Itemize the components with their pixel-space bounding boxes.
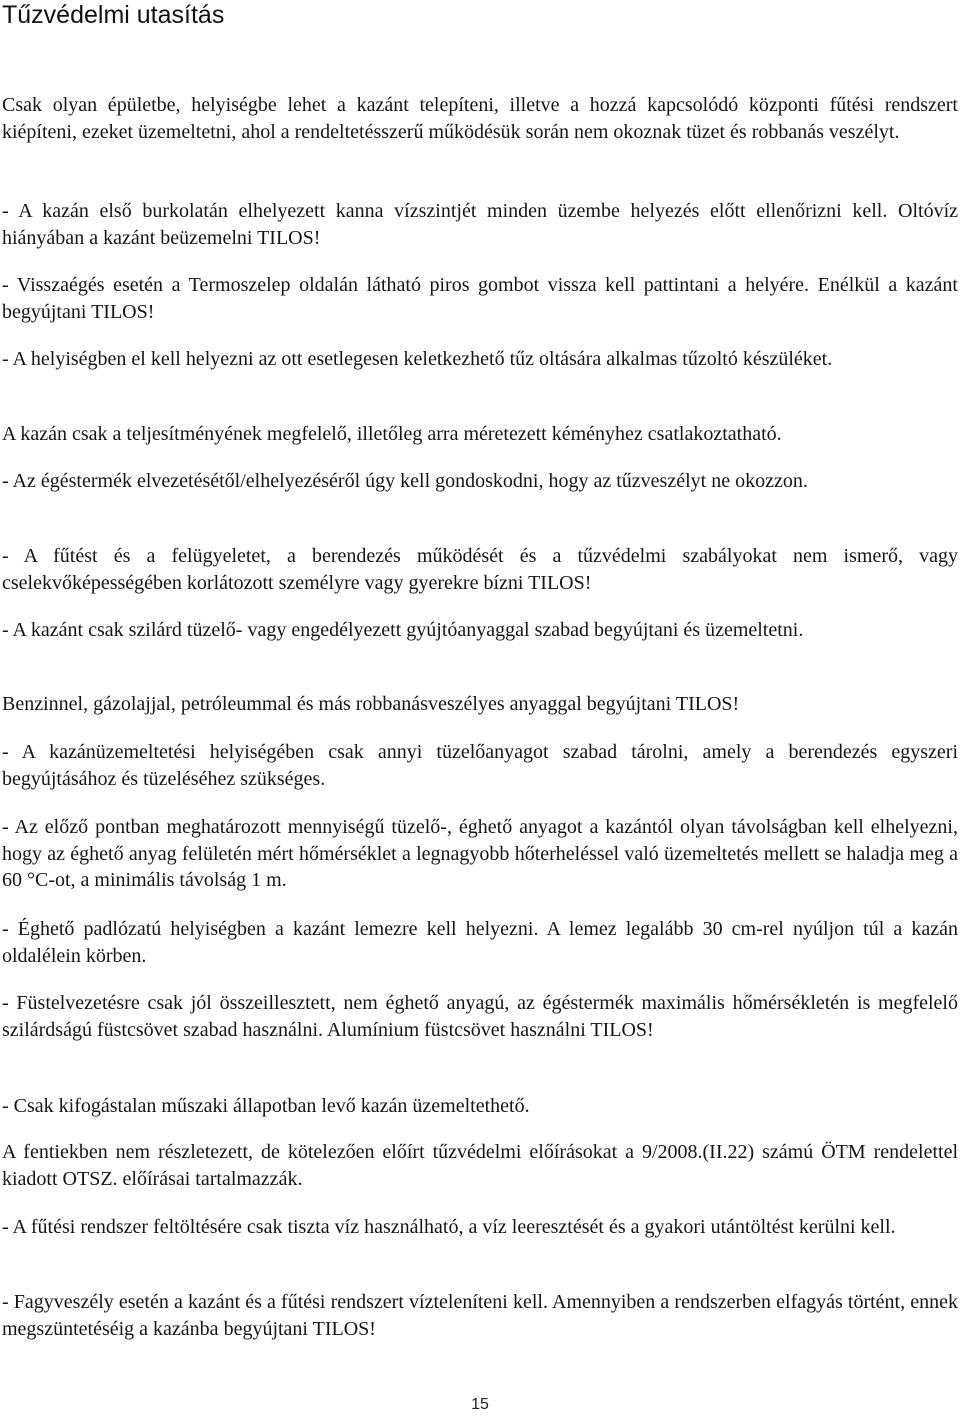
paragraph-flue-pipe: - Füstelvezetésre csak jól összeillesztett, nem éghető anyagú, az égéstermék maximális hőmérsékletén is megfelelő szilárdságú füstcsövet szabad használni. Alumínium füstcsövet használni TILOS! bbox=[2, 992, 958, 1041]
paragraph-regulations-reference: A fentiekben nem részletezett, de kötelezően előírt tűzvédelmi előírásokat a 9/2008.(II.22) számú ÖTM rendelettel kiadott OTSZ. előírásai tartalmazzák. bbox=[2, 1141, 958, 1190]
page-number: 15 bbox=[471, 1396, 489, 1413]
paragraph-flammable-floor: - Éghető padlózatú helyiségben a kazánt lemezre kell helyezni. A lemez legalább 30 cm-rel nyúljon túl a kazán oldalélein körben. bbox=[2, 918, 958, 967]
paragraph-supervision: - A fűtést és a felügyeletet, a berendezés működését és a tűzvédelmi szabályokat nem ismerő, vagy cselekvőképességében korlátozott személyre vagy gyerekre bízni TILOS! bbox=[2, 545, 958, 594]
paragraph-technical-condition: - Csak kifogástalan műszaki állapotban levő kazán üzemeltethető. bbox=[2, 1095, 530, 1117]
paragraph-fire-extinguisher: - A helyiségben el kell helyezni az ott esetlegesen keletkezhető tűz oltására alkalmas tűzoltó készüléket. bbox=[2, 348, 833, 370]
paragraph-frost-danger: - Fagyveszély esetén a kazánt és a fűtési rendszert vízteleníteni kell. Amennyiben a rendszerben elfagyás történt, ennek megszüntetéséig a kazánba begyújtani TILOS! bbox=[2, 1291, 958, 1340]
page-title: Tűzvédelmi utasítás bbox=[2, 1, 225, 29]
paragraph-fuel-distance: - Az előző pontban meghatározott mennyiségű tüzelő-, éghető anyagot a kazántól olyan távolságban kell elhelyezni, hogy az éghető anyag felületén mért hőmérséklet a legnagyobb hőterheléssel való üzemeltetés mellett se haladja meg a 60 °C-ot, a minimális távolság 1 m. bbox=[2, 816, 958, 891]
paragraph-water-level-check: - A kazán első burkolatán elhelyezett kanna vízszintjét minden üzembe helyezés előtt ellenőrizni kell. Oltóvíz hiányában a kazánt beüzemelni TILOS! bbox=[2, 200, 958, 249]
paragraph-backfire-reset: - Visszaégés esetén a Termoszelep oldalán látható piros gombot vissza kell pattintani a helyére. Enélkül a kazánt begyújtani TILOS! bbox=[2, 274, 958, 323]
paragraph-explosive-ignition-ban: Benzinnel, gázolajjal, petróleummal és más robbanásveszélyes anyaggal begyújtani TILOS! bbox=[2, 693, 740, 715]
paragraph-system-filling: - A fűtési rendszer feltöltésére csak tiszta víz használható, a víz leeresztését és a gyakori utántöltést kerülni kell. bbox=[2, 1216, 896, 1238]
paragraph-installation-conditions: Csak olyan épületbe, helyiségbe lehet a kazánt telepíteni, illetve a hozzá kapcsolódó központi fűtési rendszert kiépíteni, ezeket üzemeltetni, ahol a rendeltetésszerű működésük során nem okoznak tüzet és robbanás veszélyt. bbox=[2, 94, 958, 143]
paragraph-chimney-connection: A kazán csak a teljesítményének megfelelő, illetőleg arra méretezett kéményhez csatlakoztatható. bbox=[2, 423, 782, 445]
paragraph-ignition-fuel: - A kazánt csak szilárd tüzelő- vagy engedélyezett gyújtóanyaggal szabad begyújtani és üzemeltetni. bbox=[2, 619, 804, 641]
paragraph-fuel-storage: - A kazánüzemeltetési helyiségében csak annyi tüzelőanyagot szabad tárolni, amely a berendezés egyszeri begyújtásához és tüzeléséhez szükséges. bbox=[2, 741, 958, 790]
paragraph-flue-gas-disposal: - Az égéstermék elvezetésétől/elhelyezéséről úgy kell gondoskodni, hogy az tűzveszélyt ne okozzon. bbox=[2, 470, 808, 492]
